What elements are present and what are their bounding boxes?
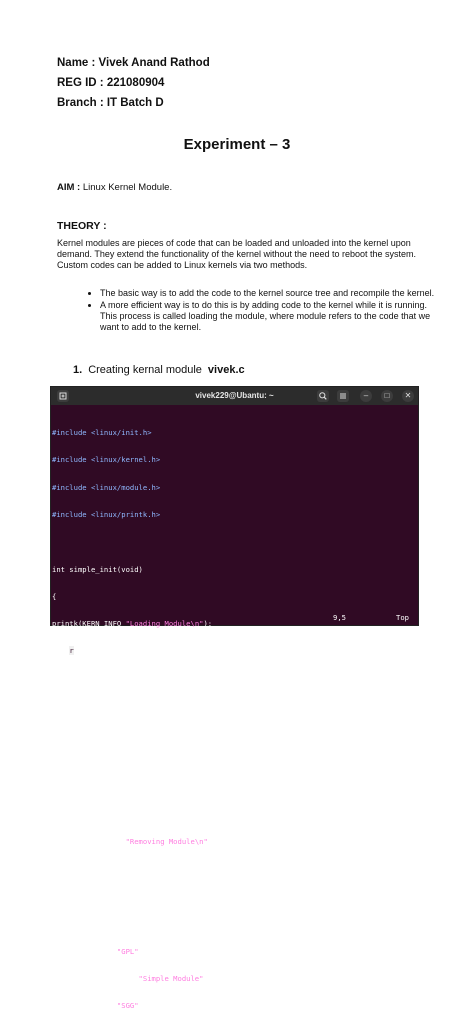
list-item: • A more efficient way is to do this is by adding code to the kernel while it is running. This process is called loading the module, where module refers to the code that we want to add to the kernel. bbox=[100, 300, 440, 333]
code-token: MODULE_ DESCRIPTION( bbox=[52, 973, 139, 983]
code-line: { bbox=[52, 810, 57, 820]
code-line: module exit(simple_ exit); bbox=[52, 919, 165, 929]
student-name: Name : Vivek Anand Rathod bbox=[57, 57, 210, 69]
methods-list bbox=[86, 288, 440, 334]
code-line bbox=[52, 974, 416, 983]
menu-icon[interactable] bbox=[337, 390, 349, 402]
code-token: MODULE_ AUTHOR( bbox=[52, 1001, 117, 1011]
maximize-button[interactable]: □ bbox=[381, 390, 393, 402]
code-line: #include <linux/module.h> bbox=[52, 482, 161, 492]
code-line: #include <linux/kernel.h> bbox=[52, 455, 161, 465]
text-cursor: r bbox=[69, 646, 74, 656]
close-button[interactable]: ✕ bbox=[402, 390, 414, 402]
code-token: printk(KERN_INFO bbox=[52, 837, 126, 847]
string-token: "GPL" bbox=[116, 946, 139, 956]
list-item: • The basic way is to add the code to the kernel source tree and recompile the kernel. bbox=[100, 288, 440, 299]
code-token: ); bbox=[138, 946, 148, 956]
code-line bbox=[52, 1001, 416, 1010]
code-token: MODULE_LICENSE( bbox=[52, 946, 117, 956]
aim-text: Linux Kernel Module. bbox=[80, 182, 173, 193]
code-line: int simple_init(void) bbox=[52, 564, 143, 574]
terminal-text-area[interactable] bbox=[52, 410, 416, 1028]
code-token: ); bbox=[203, 619, 213, 629]
minimize-button[interactable]: – bbox=[360, 390, 372, 402]
code-line bbox=[52, 947, 416, 956]
theory-paragraph-1: Kernel modules are pieces of code that can be loaded and unloaded into the kernel upon demand. They extend the functionality of the kernel without the need to reboot the system. bbox=[57, 238, 417, 259]
code-token: printk(KERN_INFO bbox=[52, 619, 126, 629]
code-token: ); bbox=[138, 1001, 148, 1011]
code-token: retu bbox=[52, 646, 70, 656]
aim-line bbox=[57, 182, 172, 193]
code-line bbox=[52, 646, 416, 655]
branch: Branch : IT Batch D bbox=[57, 97, 164, 109]
step-heading bbox=[73, 364, 245, 376]
step-filename: vivek.c bbox=[207, 364, 245, 376]
string-token: "Loading Module\n" bbox=[125, 619, 204, 629]
aim-label: AIM : bbox=[57, 182, 81, 193]
vim-status-line bbox=[51, 613, 418, 623]
terminal-titlebar[interactable] bbox=[51, 387, 418, 405]
experiment-title: Experiment – 3 bbox=[183, 136, 291, 153]
theory-body bbox=[57, 238, 422, 271]
code-line: { bbox=[52, 591, 57, 601]
string-token: "Removing Module\n" bbox=[125, 837, 208, 847]
search-icon[interactable] bbox=[317, 390, 329, 402]
scroll-position: Top bbox=[396, 613, 409, 622]
blank-line bbox=[52, 728, 416, 737]
terminal-window[interactable] bbox=[50, 386, 419, 1011]
step-number: 1. bbox=[73, 364, 83, 376]
blank-line bbox=[52, 701, 416, 710]
code-token: n 0; bbox=[73, 646, 91, 656]
string-token: "SGG" bbox=[116, 1001, 139, 1011]
code-line: void simple_exit(void) bbox=[52, 782, 148, 792]
code-token: ); bbox=[207, 837, 217, 847]
code-line bbox=[52, 837, 416, 846]
cursor-position: 9,5 bbox=[333, 613, 346, 622]
code-line: #include <linux/init.h> bbox=[52, 428, 152, 438]
code-line: #include <linux/printk.h> bbox=[52, 510, 161, 520]
terminal-title: vivek229@Ubantu: ~ bbox=[195, 391, 274, 400]
reg-id: REG ID : 221080904 bbox=[57, 77, 165, 89]
blank-line bbox=[52, 756, 416, 765]
string-token: "Simple Module" bbox=[138, 973, 204, 983]
code-line: module init(simple_init); bbox=[52, 891, 161, 901]
code-token: ); bbox=[203, 973, 213, 983]
code-line: } bbox=[52, 864, 57, 874]
code-line: } bbox=[52, 673, 57, 683]
theory-heading: THEORY : bbox=[57, 220, 107, 232]
blank-line bbox=[52, 537, 416, 546]
theory-paragraph-2: Custom codes can be added to Linux kernels via two methods. bbox=[57, 260, 308, 270]
step-text: Creating kernal module bbox=[88, 364, 202, 376]
